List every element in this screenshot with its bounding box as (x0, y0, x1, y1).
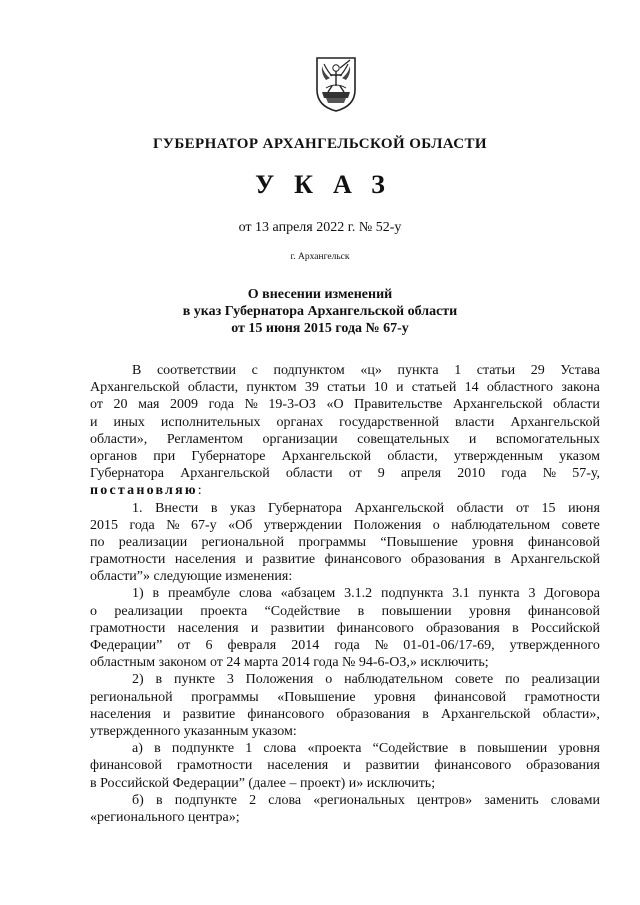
document-title-line: от 15 июня 2015 года № 67-у (231, 321, 409, 336)
word: государственной (339, 414, 439, 430)
word: проекта (200, 603, 248, 619)
word: наблюдательном (344, 672, 444, 688)
word: 2010 (457, 466, 486, 482)
word: уровня (472, 534, 514, 550)
text-line (90, 551, 600, 568)
word: словами (550, 792, 600, 808)
word: в (152, 586, 160, 602)
word: 2 (249, 792, 257, 808)
word: и (343, 758, 351, 774)
word: повышении (381, 603, 452, 619)
text-line (90, 637, 600, 654)
word: развитии (270, 620, 325, 636)
decree-colon: : (197, 483, 202, 499)
word: пунктом (246, 380, 297, 396)
word: утвержденным (453, 448, 543, 464)
word: Архангельской (354, 500, 445, 516)
word: пункте (174, 672, 215, 688)
word: о (90, 603, 97, 619)
word: «Повышение (277, 689, 356, 705)
word: повышении (477, 741, 548, 757)
word: совете (561, 517, 600, 533)
word: № (374, 638, 389, 653)
decree-line (90, 482, 600, 499)
word: в (210, 500, 218, 516)
word: наблюдательном (451, 517, 551, 533)
text-line (90, 414, 600, 431)
word: 2015 (90, 517, 118, 533)
text-line (90, 706, 600, 723)
word: программы (298, 534, 367, 550)
word: 2) (132, 672, 144, 688)
word: “Повышение (380, 534, 458, 550)
word: 3.1 (452, 586, 470, 602)
word: заменить (484, 792, 539, 808)
word: Архангельской (281, 448, 372, 464)
text-line (90, 448, 600, 465)
text-line (90, 396, 600, 413)
word: Архангельской (452, 397, 543, 413)
word: в (155, 672, 163, 688)
word: от (177, 638, 191, 653)
word: развитии (365, 758, 420, 774)
word: исполнительных (160, 414, 261, 430)
word: области, (187, 380, 239, 396)
coat-of-arms-emblem (314, 56, 358, 112)
text-line (90, 362, 600, 379)
text-line (90, 757, 600, 774)
word: и (250, 620, 259, 636)
word: подпунктом (273, 363, 345, 378)
word: 01-01-06/17-69, (403, 638, 495, 653)
word: и (245, 552, 253, 568)
word: области (553, 397, 600, 413)
word: 1 (245, 741, 253, 757)
word: 3 (226, 672, 234, 688)
word: указом (559, 448, 600, 464)
word: региональной (201, 534, 285, 550)
text-line (90, 671, 600, 688)
document-title-line: в указ Губернатора Архангельской области (182, 304, 458, 319)
word: развитие (182, 706, 236, 722)
text-line (90, 792, 600, 809)
word: областного (486, 380, 554, 396)
document-place: г. Архангельск (290, 252, 350, 262)
paragraph-subitem-a (90, 740, 600, 792)
word: уровня (469, 603, 511, 619)
word: финансового (324, 552, 402, 568)
word: 15 (541, 500, 556, 516)
document-title-line: О внесении изменений (247, 287, 393, 302)
word: статьи (476, 363, 516, 378)
word: 20 (113, 397, 128, 413)
word: преамбуле (167, 586, 231, 602)
word: 1 (454, 363, 462, 378)
word: Архангельской (510, 552, 600, 568)
word: населения (177, 620, 239, 636)
word: Договора (544, 586, 600, 602)
word: грамотности (90, 552, 166, 568)
issuer-title: ГУБЕРНАТОР АРХАНГЕЛЬСКОЙ ОБЛАСТИ (152, 136, 487, 152)
word: «региональных (313, 792, 405, 808)
word: в (422, 706, 429, 722)
word: и (468, 431, 477, 447)
word: по (505, 672, 520, 688)
paragraph-subitem-2 (90, 671, 600, 740)
text-line: утвержденного указанным указом: (90, 723, 297, 739)
text-line (90, 603, 600, 620)
word: пункта (478, 586, 520, 602)
text-line (90, 500, 600, 517)
text-line (90, 689, 600, 706)
text-line (90, 379, 600, 396)
word: В (132, 363, 142, 378)
text-line (90, 431, 600, 448)
word: слова (263, 741, 297, 757)
word: 67-у (191, 517, 217, 533)
word: в (357, 603, 365, 619)
word: Губернаторе (191, 448, 266, 464)
word: 19-3-ОЗ (268, 397, 316, 413)
word: “Содействие (372, 741, 449, 757)
text-line: в Российской Федерации” (далее – проект) и» исключить; (90, 775, 436, 791)
word: Положения (245, 672, 314, 688)
word: области», (90, 431, 148, 447)
word: 2014 (291, 638, 320, 653)
word: уровня (374, 689, 416, 705)
word: пункта (397, 363, 439, 378)
word: мая (138, 397, 160, 413)
word: населения (174, 552, 236, 568)
word: Федерации” (90, 638, 163, 653)
word: о (325, 672, 333, 688)
word: грамотности (176, 758, 253, 774)
word: населения (90, 706, 151, 722)
word: года (501, 466, 527, 482)
word: Положения (353, 517, 422, 533)
word: реализации (114, 603, 183, 619)
word: финансовой (90, 758, 162, 774)
document-date-number: от 13 апреля 2022 г. № 52-у (238, 220, 402, 235)
word: б) (132, 792, 144, 808)
word: финансового (336, 620, 414, 636)
word: грамотности (524, 689, 600, 705)
word: от (348, 466, 362, 482)
word: 9 (377, 466, 385, 482)
word: реализации (118, 534, 188, 550)
word: подпункте (174, 792, 237, 808)
word: в (459, 741, 467, 757)
text-line (90, 517, 600, 534)
word: 1. (132, 500, 143, 516)
text-line (90, 740, 600, 757)
word: «О (326, 397, 344, 413)
word: года (208, 397, 234, 413)
word: области (456, 500, 504, 516)
word: в (512, 620, 519, 636)
word: власти (454, 414, 495, 430)
word: совещательных (357, 431, 450, 447)
word: 29 (530, 363, 545, 378)
word: грамотности (90, 620, 166, 636)
word: Внести (155, 500, 199, 516)
word: № (542, 466, 557, 482)
word: а) (132, 741, 143, 757)
word: в (154, 741, 161, 757)
text-line: «регионального центра»; (90, 809, 240, 825)
word: реализации (531, 672, 600, 688)
word: по (90, 534, 105, 550)
word: «проекта (307, 741, 362, 757)
text-line (90, 585, 600, 602)
word: от (90, 397, 103, 413)
word: о (432, 517, 440, 533)
word: финансовой (434, 689, 507, 705)
word: и (163, 706, 171, 722)
word: образования (336, 706, 411, 722)
text-line (90, 465, 600, 482)
word: «ц» (360, 363, 382, 378)
word: при (153, 448, 176, 464)
word: 39 (304, 380, 319, 396)
word: статьи (327, 380, 366, 396)
word: 6 (205, 638, 213, 653)
word: Архангельской (440, 706, 531, 722)
word: организации (262, 431, 338, 447)
document-body (90, 362, 600, 826)
paragraph-subitem-1 (90, 585, 600, 671)
word: Российской (530, 620, 600, 636)
word: развитие (262, 552, 316, 568)
word: указ (230, 500, 256, 516)
paragraph-preamble (90, 362, 600, 500)
word: образования (425, 620, 500, 636)
word: 3 (528, 586, 536, 602)
word: финансового (247, 706, 325, 722)
word: подпункте (171, 741, 235, 757)
word: программы (191, 689, 259, 705)
word: финансовой (527, 603, 600, 619)
word: Устава (560, 363, 600, 378)
word: утвержденного (509, 638, 600, 653)
word: подпункта (380, 586, 444, 602)
word: «абзацем (280, 586, 336, 602)
word: № (166, 517, 180, 533)
word: «Об (228, 517, 253, 533)
word: области (285, 466, 333, 482)
word: иных (113, 414, 145, 430)
decree-word: постановляю (90, 483, 198, 499)
word: образования (526, 758, 600, 774)
word: в (494, 552, 501, 568)
word: органах (276, 414, 324, 430)
text-line: области”» следующие изменения: (90, 569, 293, 585)
word: финансовой (528, 534, 600, 550)
word: центров» (417, 792, 473, 808)
paragraph-subitem-b (90, 792, 600, 826)
word: от (516, 500, 529, 516)
text-line (90, 620, 600, 637)
word: “Содействие (264, 603, 341, 619)
word: 3.1.2 (344, 586, 373, 602)
text-line: областным законом от 24 марта 2014 года № 94-6-ОЗ,» исключить; (90, 655, 489, 671)
word: в (155, 792, 163, 808)
word: слова (268, 792, 302, 808)
word: июня (568, 500, 600, 516)
word: Архангельской (180, 466, 270, 482)
word: Регламентом (166, 431, 243, 447)
word: статьей (411, 380, 457, 396)
word: 1) (132, 586, 144, 602)
word: органов (90, 448, 138, 464)
word: и (90, 414, 98, 430)
word: Архангельской (90, 380, 180, 396)
word: Губернатора (267, 500, 342, 516)
word: образования (410, 552, 485, 568)
word: региональной (90, 689, 173, 705)
word: года (334, 638, 360, 653)
word: совете (454, 672, 494, 688)
word: слова (238, 586, 272, 602)
document-title (0, 286, 640, 337)
word: 57-у, (572, 466, 600, 482)
word: № (244, 397, 258, 413)
word: соответствии (156, 363, 237, 378)
word: Архангельской (510, 414, 600, 430)
word: апреля (400, 466, 442, 482)
word: уровня (558, 741, 600, 757)
text-line (90, 534, 600, 551)
word: года (129, 517, 155, 533)
word: и (395, 380, 404, 396)
word: Губернатора (90, 466, 165, 482)
word: закона (561, 380, 600, 396)
document-type: УКАЗ (255, 170, 405, 199)
word: области, (387, 448, 438, 464)
word: вспомогательных (495, 431, 600, 447)
word: февраля (227, 638, 277, 653)
word: 14 (464, 380, 479, 396)
word: Правительстве (354, 397, 443, 413)
word: с (251, 363, 258, 378)
word: области», (542, 706, 600, 722)
word: утверждении (263, 517, 343, 533)
paragraph-item-1 (90, 500, 600, 586)
word: 10 (373, 380, 388, 396)
word: финансового (434, 758, 512, 774)
word: 2009 (170, 397, 199, 413)
word: населения (267, 758, 329, 774)
